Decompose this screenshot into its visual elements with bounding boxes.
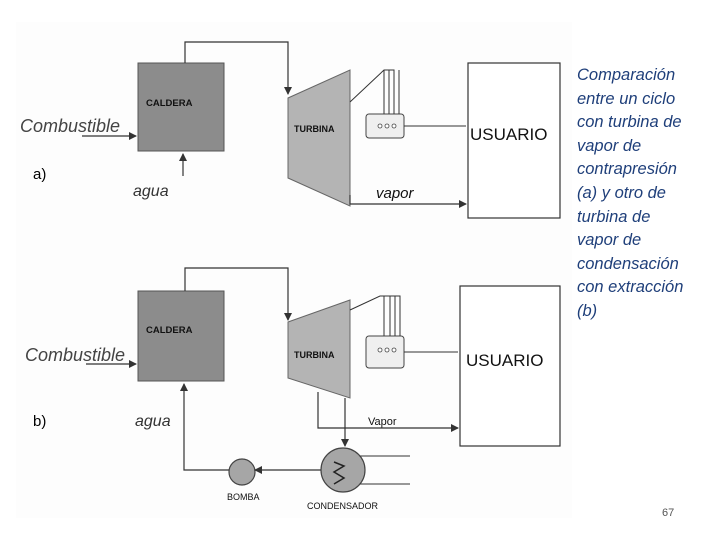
control-wire	[350, 70, 394, 114]
control-dot	[392, 348, 396, 352]
diagram-b-letter: b)	[33, 413, 47, 430]
condensador-label: CONDENSADOR	[307, 501, 379, 511]
caption-line: vapor de	[577, 136, 642, 155]
caption-line: contrapresión	[577, 160, 677, 179]
pump	[229, 459, 255, 485]
combustible-label-b: Combustible	[25, 345, 126, 365]
caption-line: vapor de	[577, 231, 642, 250]
control-dot	[385, 124, 389, 128]
bomba-label: BOMBA	[227, 492, 260, 502]
caption-line: (b)	[577, 301, 598, 320]
caption-line: Comparación	[577, 66, 676, 84]
page-number: 67	[662, 507, 675, 519]
vapor-label-b: Vapor	[368, 416, 397, 428]
caldera-label-a: CALDERA	[146, 98, 193, 109]
turbine-a	[288, 70, 350, 206]
control-dot	[385, 348, 389, 352]
caption-line: con extracción	[577, 278, 684, 297]
turbine-b	[288, 300, 350, 398]
turbina-label-a: TURBINA	[294, 124, 335, 134]
caption-line: turbina de	[577, 207, 651, 226]
usuario-label-a: USUARIO	[470, 125, 548, 144]
control-dot	[378, 124, 382, 128]
control-dot	[378, 348, 382, 352]
caption-line: condensación	[577, 254, 679, 273]
feedwater-line	[184, 430, 229, 470]
caldera-label-b: CALDERA	[146, 325, 193, 336]
caption-line: con turbina de	[577, 113, 682, 132]
control-dot	[392, 124, 396, 128]
agua-label-a: agua	[133, 183, 169, 200]
diagram-a-letter: a)	[33, 166, 47, 183]
boiler-b	[138, 291, 224, 381]
usuario-label-b: USUARIO	[466, 351, 544, 370]
caption-line: entre un ciclo	[577, 89, 676, 108]
vapor-label-a: vapor	[376, 185, 414, 202]
condenser	[321, 448, 365, 492]
control-box-b	[366, 336, 404, 368]
diagram-a	[20, 42, 560, 218]
diagram-b	[25, 268, 560, 511]
turbina-label-b: TURBINA	[294, 350, 335, 360]
agua-label-b: agua	[135, 413, 171, 430]
caption-line: (a) y otro de	[577, 183, 666, 202]
combustible-label-a: Combustible	[20, 116, 121, 136]
control-wire	[350, 296, 400, 336]
caption	[577, 64, 717, 324]
